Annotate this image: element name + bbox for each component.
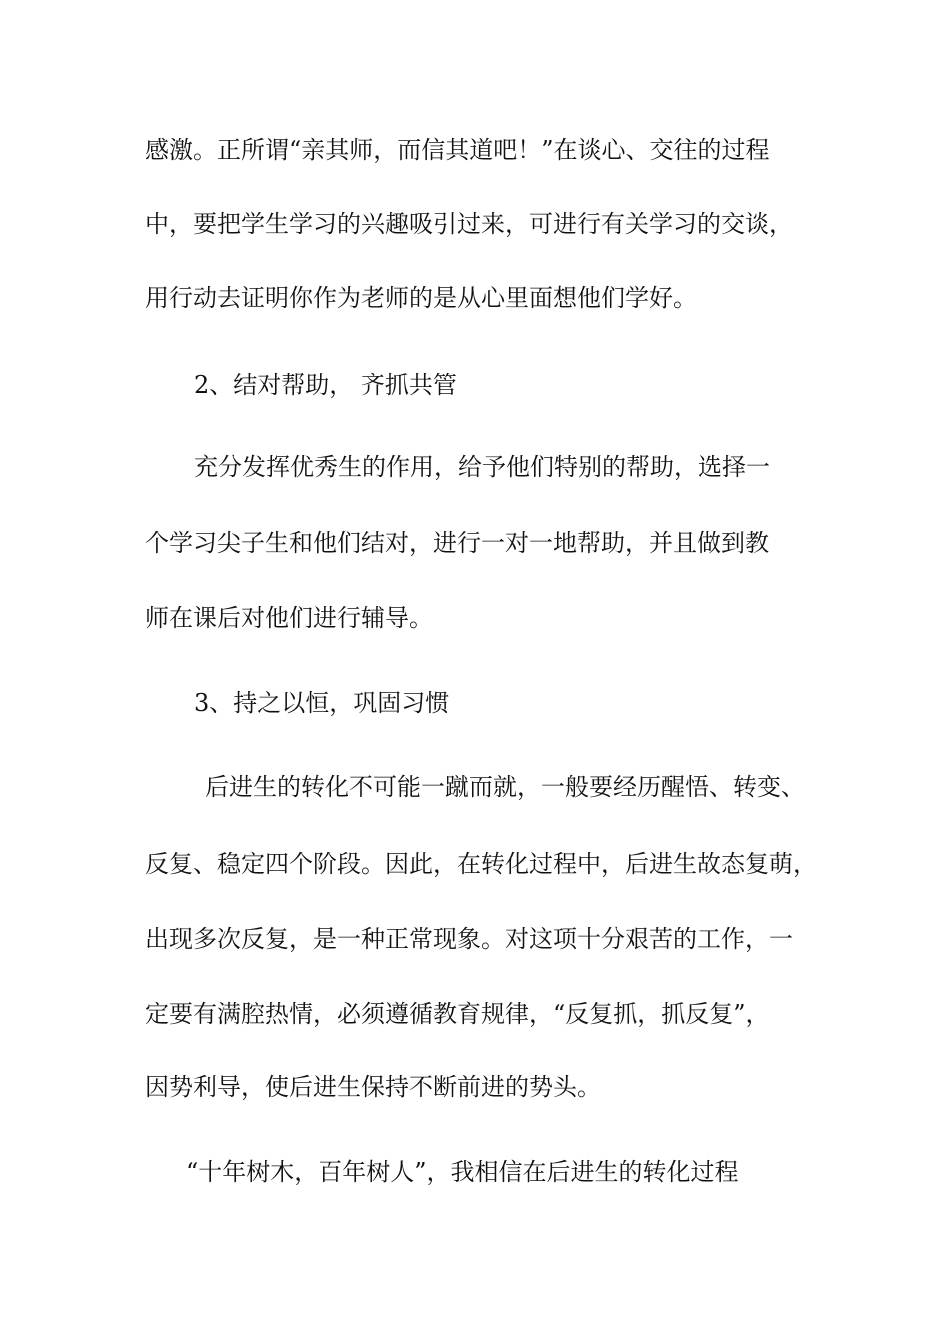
paragraph-line-4: 充分发挥优秀生的作用，给予他们特别的帮助，选择一 xyxy=(194,453,770,481)
paragraph-line-2: 中，要把学生学习的兴趣吸引过来，可进行有关学习的交谈， xyxy=(145,210,793,238)
paragraph-line-9: 出现多次反复，是一种正常现象。对这项十分艰苦的工作，一 xyxy=(145,925,793,953)
paragraph-line-3: 用行动去证明你作为老师的是从心里面想他们学好。 xyxy=(145,284,697,312)
section-heading-3: 3、持之以恒，巩固习惯 xyxy=(194,689,450,717)
paragraph-line-11: 因势利导，使后进生保持不断前进的势头。 xyxy=(145,1073,601,1101)
paragraph-line-10: 定要有满腔热情，必须遵循教育规律，“反复抓，抓反复”， xyxy=(145,1000,770,1028)
section-heading-2: 2、结对帮助， 齐抓共管 xyxy=(194,371,457,399)
paragraph-line-8: 反复、稳定四个阶段。因此，在转化过程中，后进生故态复萌， xyxy=(145,850,817,878)
paragraph-line-7: 后进生的转化不可能一蹴而就，一般要经历醒悟、转变、 xyxy=(205,773,805,801)
paragraph-line-6: 师在课后对他们进行辅导。 xyxy=(145,604,433,632)
paragraph-line-12: “十年树木，百年树人”，我相信在后进生的转化过程 xyxy=(186,1158,739,1186)
paragraph-line-1: 感激。正所谓“亲其师，而信其道吧！”在谈心、交往的过程 xyxy=(145,136,770,164)
paragraph-line-5: 个学习尖子生和他们结对，进行一对一地帮助，并且做到教 xyxy=(145,529,769,557)
